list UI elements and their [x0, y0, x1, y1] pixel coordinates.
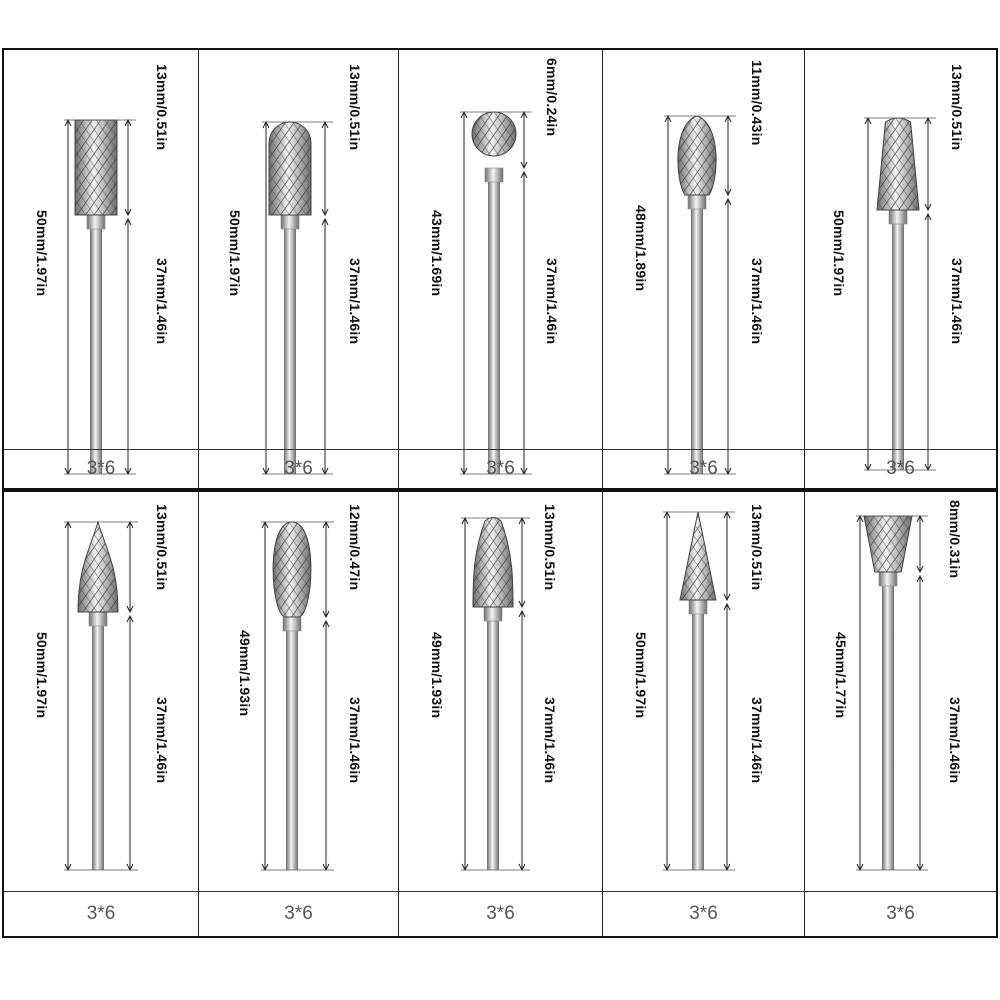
collar-shape: [879, 572, 897, 586]
collar-shape: [689, 600, 707, 614]
flute-hatch: [472, 112, 516, 156]
shank-length-label: 37mm/1.46in: [154, 258, 170, 345]
collar-shape: [484, 607, 502, 621]
shank-shape: [692, 600, 704, 870]
shank-length-label: 37mm/1.46in: [542, 697, 558, 784]
collar-shape: [89, 612, 107, 626]
flute-hatch: [269, 122, 311, 215]
burr-cell: [399, 50, 603, 488]
total-length-label: 50mm/1.97in: [34, 632, 50, 719]
flute-hatch: [877, 118, 919, 210]
shank-shape: [882, 572, 894, 870]
head-length-label: 11mm/0.43in: [749, 60, 765, 146]
head-length-label: 12mm/0.47in: [347, 504, 363, 591]
shank-length-label: 37mm/1.46in: [949, 258, 965, 345]
burr-cell: [399, 492, 603, 936]
total-length-label: 48mm/1.89in: [633, 205, 649, 292]
shank-shape: [92, 612, 104, 870]
spec-label: 3*6: [199, 449, 398, 488]
head-length-label: 13mm/0.51in: [154, 64, 170, 151]
spec-label: 3*6: [399, 891, 602, 936]
burr-cell: [4, 492, 199, 936]
shank-length-label: 37mm/1.46in: [347, 258, 363, 345]
burr-image: [199, 492, 399, 892]
flute-hatch: [473, 518, 513, 608]
flute-hatch: [75, 120, 117, 215]
flute-hatch: [680, 512, 716, 600]
total-length-label: 43mm/1.69in: [429, 210, 445, 297]
collar-shape: [281, 215, 299, 229]
total-length-label: 50mm/1.97in: [633, 632, 649, 719]
spec-label: 3*6: [603, 891, 804, 936]
head-length-label: 6mm/0.24in: [544, 58, 560, 137]
collar-shape: [485, 168, 503, 182]
burr-cell: [805, 50, 996, 488]
total-length-label: 49mm/1.93in: [237, 630, 253, 717]
shank-length-label: 37mm/1.46in: [347, 697, 363, 784]
shank-shape: [892, 210, 904, 470]
burr-cell: [603, 492, 805, 936]
total-length-label: 50mm/1.97in: [227, 210, 243, 297]
shank-shape: [284, 215, 296, 474]
spec-label: 3*6: [603, 449, 804, 488]
head-length-label: 13mm/0.51in: [542, 504, 558, 591]
total-length-label: 50mm/1.97in: [34, 210, 50, 297]
head-length-label: 8mm/0.31in: [947, 500, 963, 579]
shank-length-label: 37mm/1.46in: [947, 697, 963, 784]
shank-length-label: 37mm/1.46in: [544, 258, 560, 345]
total-length-label: 50mm/1.97in: [831, 210, 847, 297]
burr-cell: [805, 492, 996, 936]
spec-label: 3*6: [199, 891, 398, 936]
head-length-label: 13mm/0.51in: [154, 504, 170, 591]
burr-row-2: [2, 490, 998, 938]
burr-cell: [603, 50, 805, 488]
spec-label: 3*6: [805, 449, 996, 488]
burr-cell: [199, 50, 399, 488]
spec-label: 3*6: [4, 449, 198, 488]
spec-label: 3*6: [399, 449, 602, 488]
shank-length-label: 37mm/1.46in: [749, 697, 765, 784]
head-length-label: 13mm/0.51in: [347, 64, 363, 151]
shank-shape: [488, 168, 500, 474]
flute-hatch: [678, 116, 716, 195]
burr-cell: [199, 492, 399, 936]
shank-shape: [286, 617, 298, 870]
shank-length-label: 37mm/1.46in: [154, 697, 170, 784]
burr-row-1: [2, 48, 998, 490]
shank-shape: [487, 607, 499, 870]
spec-label: 3*6: [4, 891, 198, 936]
spec-label: 3*6: [805, 891, 996, 936]
head-length-label: 13mm/0.51in: [749, 504, 765, 591]
shank-shape: [90, 215, 102, 474]
collar-shape: [688, 195, 706, 209]
flute-hatch: [273, 522, 311, 617]
head-length-label: 13mm/0.51in: [949, 64, 965, 151]
shank-length-label: 37mm/1.46in: [749, 258, 765, 345]
collar-shape: [889, 210, 907, 224]
collar-shape: [283, 617, 301, 631]
total-length-label: 45mm/1.77in: [833, 632, 849, 719]
flute-hatch: [78, 522, 118, 612]
shank-shape: [691, 195, 703, 474]
collar-shape: [87, 215, 105, 229]
burr-cell: [4, 50, 199, 488]
flute-hatch: [864, 516, 912, 572]
total-length-label: 49mm/1.93in: [429, 632, 445, 719]
